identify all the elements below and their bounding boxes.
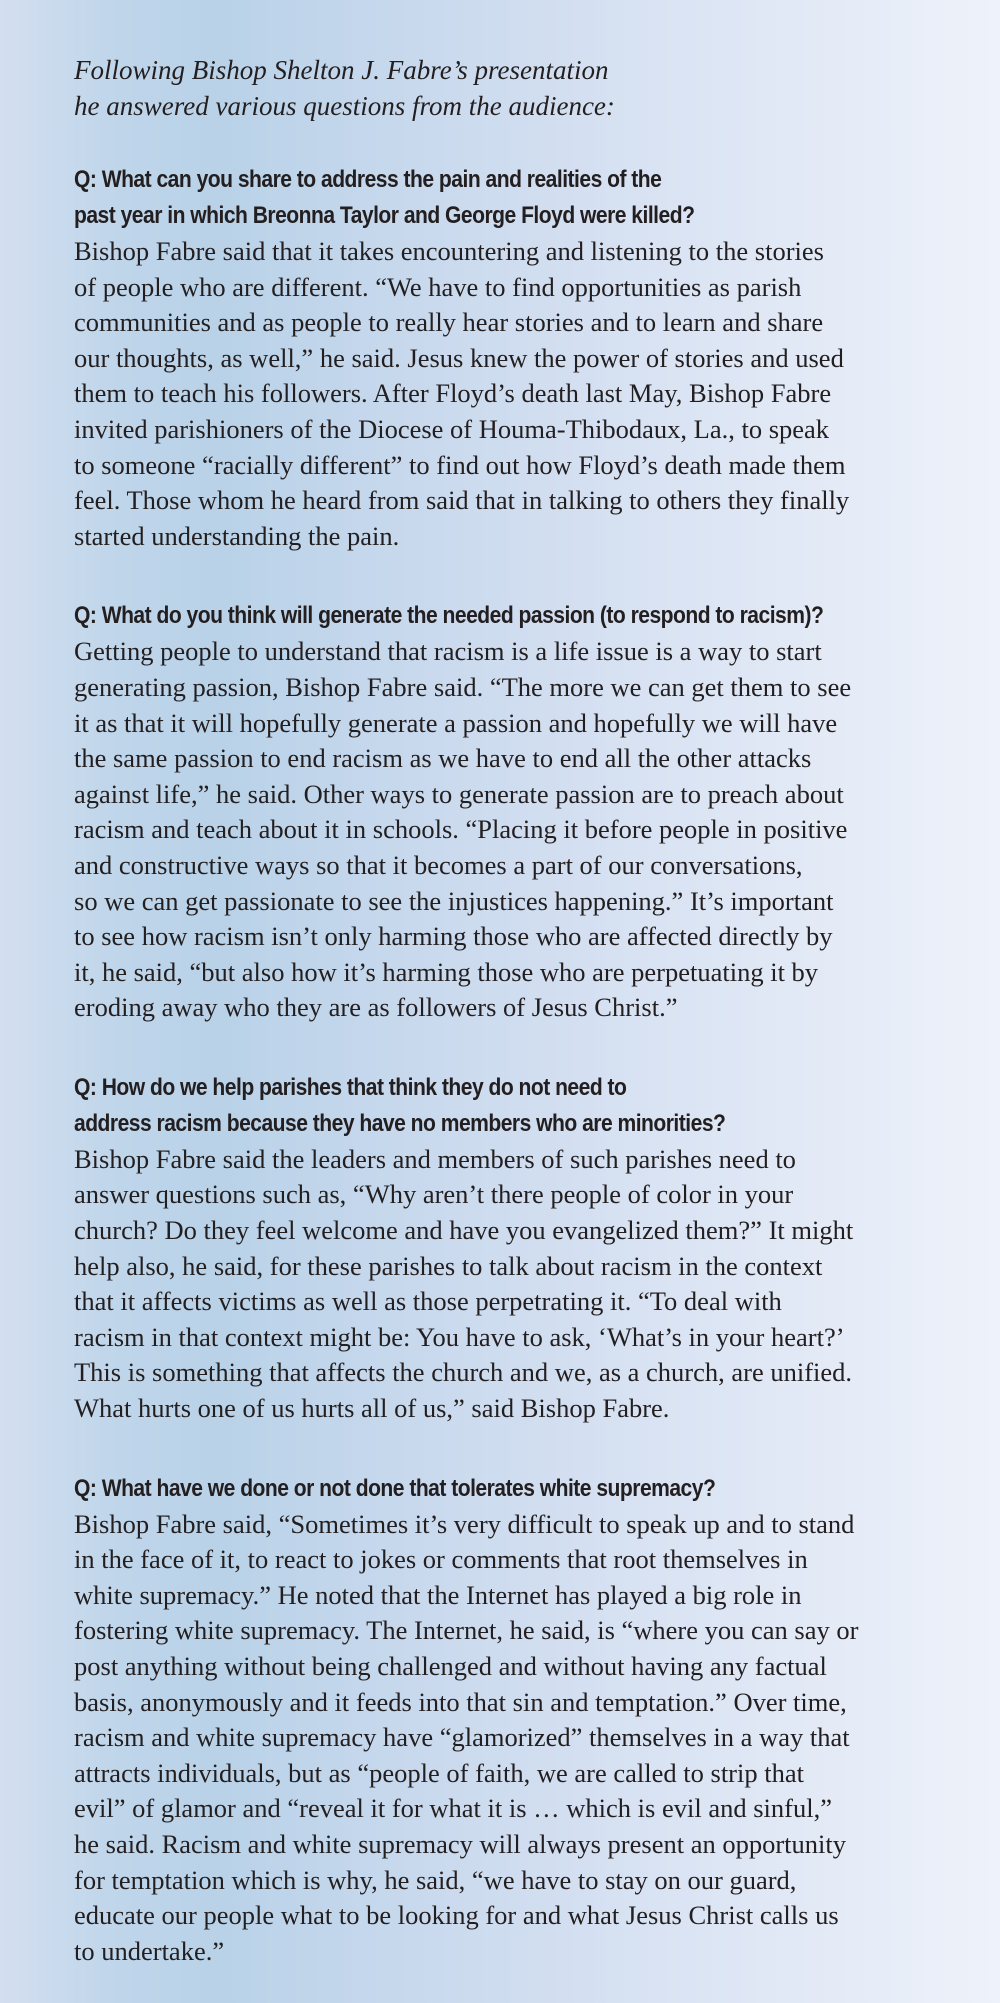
answer-line: them to teach his followers. After Floyd’s death last May, Bishop Fabre <box>74 378 832 409</box>
question-line: past year in which Breonna Taylor and George Floyd were killed? <box>74 202 695 229</box>
answer-line: What hurts one of us hurts all of us,” said Bishop Fabre. <box>74 1393 670 1424</box>
question-heading <box>74 598 836 634</box>
answer-line: it as that it will hopefully generate a passion and hopefully we will have <box>74 707 838 738</box>
answer-line: it, he said, “but also how it’s harming those who are perpetuating it by <box>74 956 819 987</box>
answer-line: for temptation which is why, he said, “we have to stay on our guard, <box>74 1864 797 1895</box>
answer-line: that it affects victims as well as those perpetrating it. “To deal with <box>74 1286 782 1317</box>
answer-line: communities and as people to really hear stories and to learn and share <box>74 307 824 338</box>
answer-line: answer questions such as, “Why aren’t there people of color in your <box>74 1179 794 1210</box>
answer-line: feel. Those whom he heard from said that in talking to others they finally <box>74 485 850 516</box>
answer-line: help also, he said, for these parishes to talk about racism in the context <box>74 1250 823 1281</box>
answer-line: post anything without being challenged and without having any factual <box>74 1651 827 1681</box>
answer-paragraph <box>74 1507 960 1970</box>
answer-line: started understanding the pain. <box>74 520 400 551</box>
answer-line: generating passion, Bishop Fabre said. “The more we can get them to see <box>74 671 852 702</box>
qa-block-1 <box>74 162 960 554</box>
answer-line: educate our people what to be looking for and what Jesus Christ calls us <box>74 1900 839 1931</box>
answer-line: Bishop Fabre said that it takes encountering and listening to the stories <box>74 236 824 266</box>
answer-line: Bishop Fabre said the leaders and members of such parishes need to <box>74 1143 796 1174</box>
intro-line: he answered various questions from the audience: <box>74 91 615 121</box>
answer-line: the same passion to end racism as we have to end all the other attacks <box>74 743 812 774</box>
answer-line: so we can get passionate to see the injustices happening.” It’s important <box>74 885 834 916</box>
answer-line: white supremacy.” He noted that the Internet has played a big role in <box>74 1579 802 1610</box>
qa-block-2 <box>74 598 960 1026</box>
answer-paragraph <box>74 634 960 1026</box>
answer-line: to see how racism isn’t only harming those who are affected directly by <box>74 921 833 952</box>
answer-line: and constructive ways so that it becomes a part of our conversations, <box>74 849 803 880</box>
question-line: Q: What have we done or not done that tolerates white supremacy? <box>74 1474 716 1502</box>
answer-line: fostering white supremacy. The Internet, he said, is “where you can say or <box>74 1615 859 1646</box>
question-line: Q: What do you think will generate the needed passion (to respond to racism)? <box>74 602 824 630</box>
answer-line: he said. Racism and white supremacy will always present an opportunity <box>74 1828 846 1859</box>
answer-line: invited parishioners of the Diocese of Houma-Thibodaux, La., to speak <box>74 413 830 444</box>
question-heading <box>74 1070 836 1142</box>
question-heading <box>74 1471 836 1507</box>
question-line: address racism because they have no members who are minorities? <box>74 1109 726 1137</box>
answer-line: against life,” he said. Other ways to generate passion are to preach about <box>74 778 844 809</box>
answer-line: to someone “racially different” to find out how Floyd’s death made them <box>74 449 846 480</box>
answer-line: in the face of it, to react to jokes or comments that root themselves in <box>74 1544 808 1575</box>
answer-line: basis, anonymously and it feeds into that sin and temptation.” Over time, <box>74 1686 847 1717</box>
answer-line: racism in that context might be: You have to ask, ‘What’s in your heart?’ <box>74 1321 845 1352</box>
answer-line: of people who are different. “We have to find opportunities as parish <box>74 271 802 302</box>
question-line: Q: What can you share to address the pain and realities of the <box>74 166 662 193</box>
answer-line: Getting people to understand that racism is a life issue is a way to start <box>74 636 822 667</box>
answer-line: to undertake.” <box>74 1935 225 1966</box>
intro-line: Following Bishop Shelton J. Fabre’s presentation <box>74 55 609 85</box>
answer-line: attracts individuals, but as “people of faith, we are called to strip that <box>74 1757 804 1788</box>
qa-block-4 <box>74 1471 960 1970</box>
qa-block-3 <box>74 1070 960 1427</box>
answer-line: our thoughts, as well,” he said. Jesus knew the power of stories and used <box>74 342 844 373</box>
question-line: Q: How do we help parishes that think they do not need to <box>74 1073 627 1101</box>
intro-text <box>74 52 960 124</box>
answer-paragraph <box>74 234 960 554</box>
answer-line: church? Do they feel welcome and have you evangelized them?” It might <box>74 1215 854 1246</box>
answer-line: Bishop Fabre said, “Sometimes it’s very difficult to speak up and to stand <box>74 1508 855 1539</box>
answer-line: eroding away who they are as followers of Jesus Christ.” <box>74 992 678 1023</box>
answer-line: This is something that affects the church and we, as a church, are unified. <box>74 1357 853 1388</box>
answer-line: racism and teach about it in schools. “Placing it before people in positive <box>74 814 848 845</box>
answer-line: evil” of glamor and “reveal it for what it is … which is evil and sinful,” <box>74 1793 832 1824</box>
answer-paragraph <box>74 1142 960 1427</box>
answer-line: racism and white supremacy have “glamorized” themselves in a way that <box>74 1722 850 1753</box>
question-heading <box>74 162 836 234</box>
